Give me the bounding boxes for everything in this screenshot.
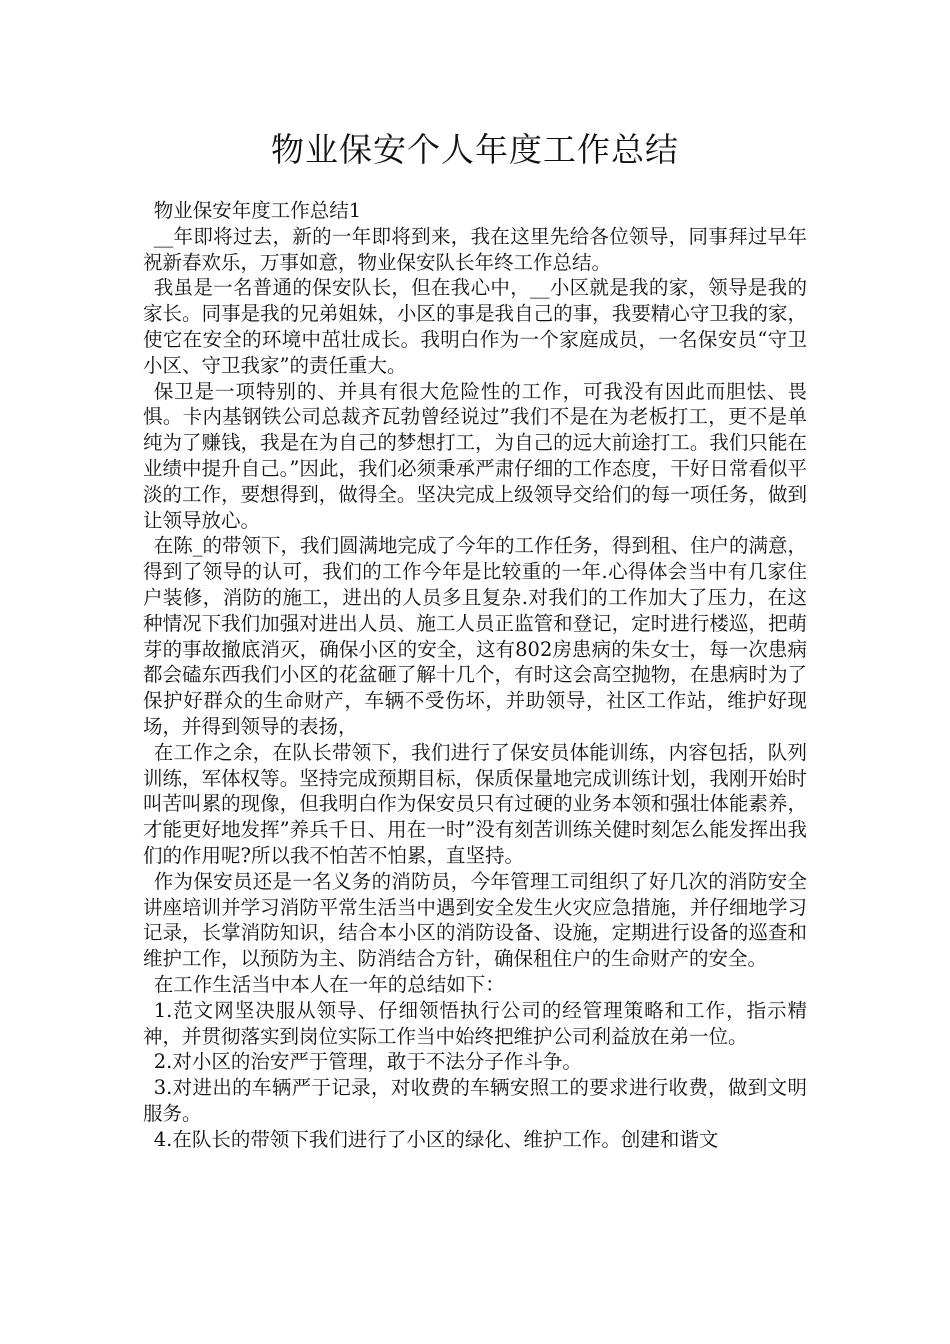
document-body [143,198,807,1152]
paragraph: 在陈_的带领下，我们圆满地完成了今年的工作任务，得到租、住户的满意，得到了领导的认可，我们的工作今年是比较重的一年.心得体会当中有几家住户装修，消防的施工，进出的人员多且复杂.对我们的工作加大了压力，在这种情况下我们加强对进出人员、施工人员正监管和登记，定时进行楼巡，把萌芽的事故撤底消灭，确保小区的安全，这有802房患病的朱女士，每一次患病都会磕东西我们小区的花盆砸了解十几个，有时这会高空抛物，在患病时为了保护好群众的生命财产，车辆不受伤坏，并助领导，社区工作站，维护好现场，并得到领导的表扬， [143,534,807,738]
summary-intro: 在工作生活当中本人在一年的总结如下： [153,972,505,996]
paragraph: 我虽是一名普通的保安队长，但在我心中，__小区就是我的家，领导是我的家长。同事是我的兄弟姐妹，小区的事是我自己的事，我要精心守卫我的家，使它在安全的环境中茁壮成长。我明白作为一个家庭成员，一名保安员“守卫小区、守卫我家”的责任重大。 [143,276,807,377]
section-heading: 物业保安年度工作总结1 [153,199,362,222]
summary-item: 3.对进出的车辆严于记录，对收费的车辆安照工的要求进行收费，做到文明服务。 [143,1076,807,1125]
document-title: 物业保安个人年度工作总结 [271,130,679,169]
paragraph: 作为保安员还是一名义务的消防员，今年管理工司组织了好几次的消防安全讲座培训并学习消防平常生活当中遇到安全发生火灾应急措施，并仔细地学习记录，长掌消防知识，结合本小区的消防设备、设施，定期进行设备的巡查和维护工作，以预防为主、防消结合方针，确保租住户的生命财产的安全。 [143,869,807,971]
paragraph: 保卫是一项特别的、并具有很大危险性的工作，可我没有因此而胆怯、畏惧。卡内基钢铁公司总裁齐瓦勃曾经说过”我们不是在为老板打工，更不是单纯为了赚钱，我是在为自己的梦想打工，为自己的远大前途打工。我们只能在业绩中提升自己。”因此，我们必须秉承严肃仔细的工作态度，干好日常看似平淡的工作，要想得到，做得全。坚决完成上级领导交给们的每一项任务，做到让领导放心。 [143,379,807,532]
paragraph: 在工作之余，在队长带领下，我们进行了保安员体能训练，内容包括，队列训练，军体权等。坚持完成预期目标，保质保量地完成训练计划，我刚开始时叫苦叫累的现像，但我明白作为保安员只有过硬的业务本领和强壮体能素养，才能更好地发挥”养兵千日、用在一时”没有刻苦训练关健时刻怎么能发挥出我们的作用呢?所以我不怕苦不怕累，直坚持。 [143,740,807,867]
summary-item: 4.在队长的带领下我们进行了小区的绿化、维护工作。创建和谐文 [153,1127,719,1151]
summary-item: 2.对小区的治安严于管理，敢于不法分子作斗争。 [153,1050,582,1074]
paragraph: __年即将过去，新的一年即将到来，我在这里先给各位领导，同事拜过早年祝新春欢乐，万事如意，物业保安队长年终工作总结。 [143,224,807,274]
summary-item: 1.范文网坚决服从领导、仔细领悟执行公司的经管理策略和工作，指示精神，并贯彻落实到岗位实际工作当中始终把维护公司利益放在弟一位。 [143,998,807,1048]
